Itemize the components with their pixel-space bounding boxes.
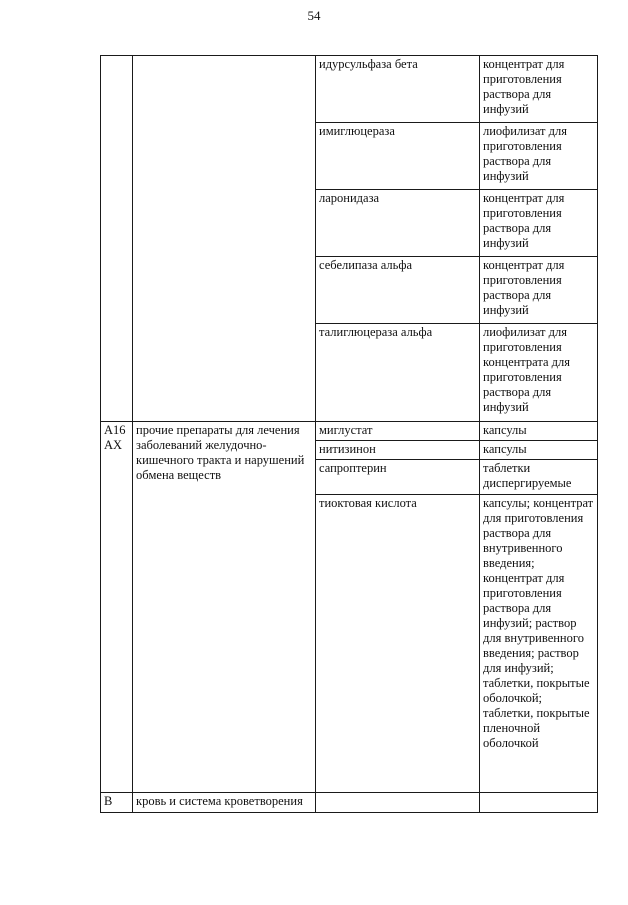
drug-name-cell: тиоктовая кислота — [316, 495, 480, 793]
atc-code-cell — [101, 56, 133, 422]
drug-name-cell — [316, 793, 480, 813]
dosage-form-cell: лиофилизат для приготовления раствора для инфузий — [480, 123, 598, 190]
drug-table — [100, 55, 598, 813]
dosage-form-cell: концентрат для приготовления раствора для инфузий — [480, 56, 598, 123]
dosage-form-cell: лиофилизат для приготовления концентрата для приготовления раствора для инфузий — [480, 324, 598, 422]
drug-name-cell: нитизинон — [316, 441, 480, 460]
group-name-cell — [133, 56, 316, 422]
page-number: 54 — [307, 8, 321, 23]
atc-code-cell: B — [101, 793, 133, 813]
dosage-form-cell — [480, 793, 598, 813]
dosage-form-cell: капсулы — [480, 422, 598, 441]
dosage-form-cell: капсулы — [480, 441, 598, 460]
drug-name-cell: миглустат — [316, 422, 480, 441]
dosage-form-cell: концентрат для приготовления раствора для инфузий — [480, 190, 598, 257]
dosage-form-cell: таблетки диспергируемые — [480, 460, 598, 495]
drug-name-cell: талиглюцераза альфа — [316, 324, 480, 422]
drug-name-cell: имиглюцераза — [316, 123, 480, 190]
drug-name-cell: идурсульфаза бета — [316, 56, 480, 123]
drug-name-cell: сапроптерин — [316, 460, 480, 495]
drug-name-cell: ларонидаза — [316, 190, 480, 257]
drug-name-cell: себелипаза альфа — [316, 257, 480, 324]
atc-code-cell: A16 AX — [101, 422, 133, 793]
group-name-cell: кровь и система кроветворения — [133, 793, 316, 813]
table-row — [101, 422, 598, 441]
group-name-cell: прочие препараты для лечения заболеваний желудочно-кишечного тракта и нарушений обмена веществ — [133, 422, 316, 793]
dosage-form-cell: концентрат для приготовления раствора для инфузий — [480, 257, 598, 324]
dosage-form-cell: капсулы; концентрат для приготовления раствора для внутривенного введения; концентрат для приготовления раствора для инфузий; раствор для внутривенного введения; раствор для инфузий; таблетки, покрытые оболочкой; таблетки, покрытые пленочной оболочкой — [480, 495, 598, 793]
table-row — [101, 793, 598, 813]
table-row — [101, 56, 598, 123]
